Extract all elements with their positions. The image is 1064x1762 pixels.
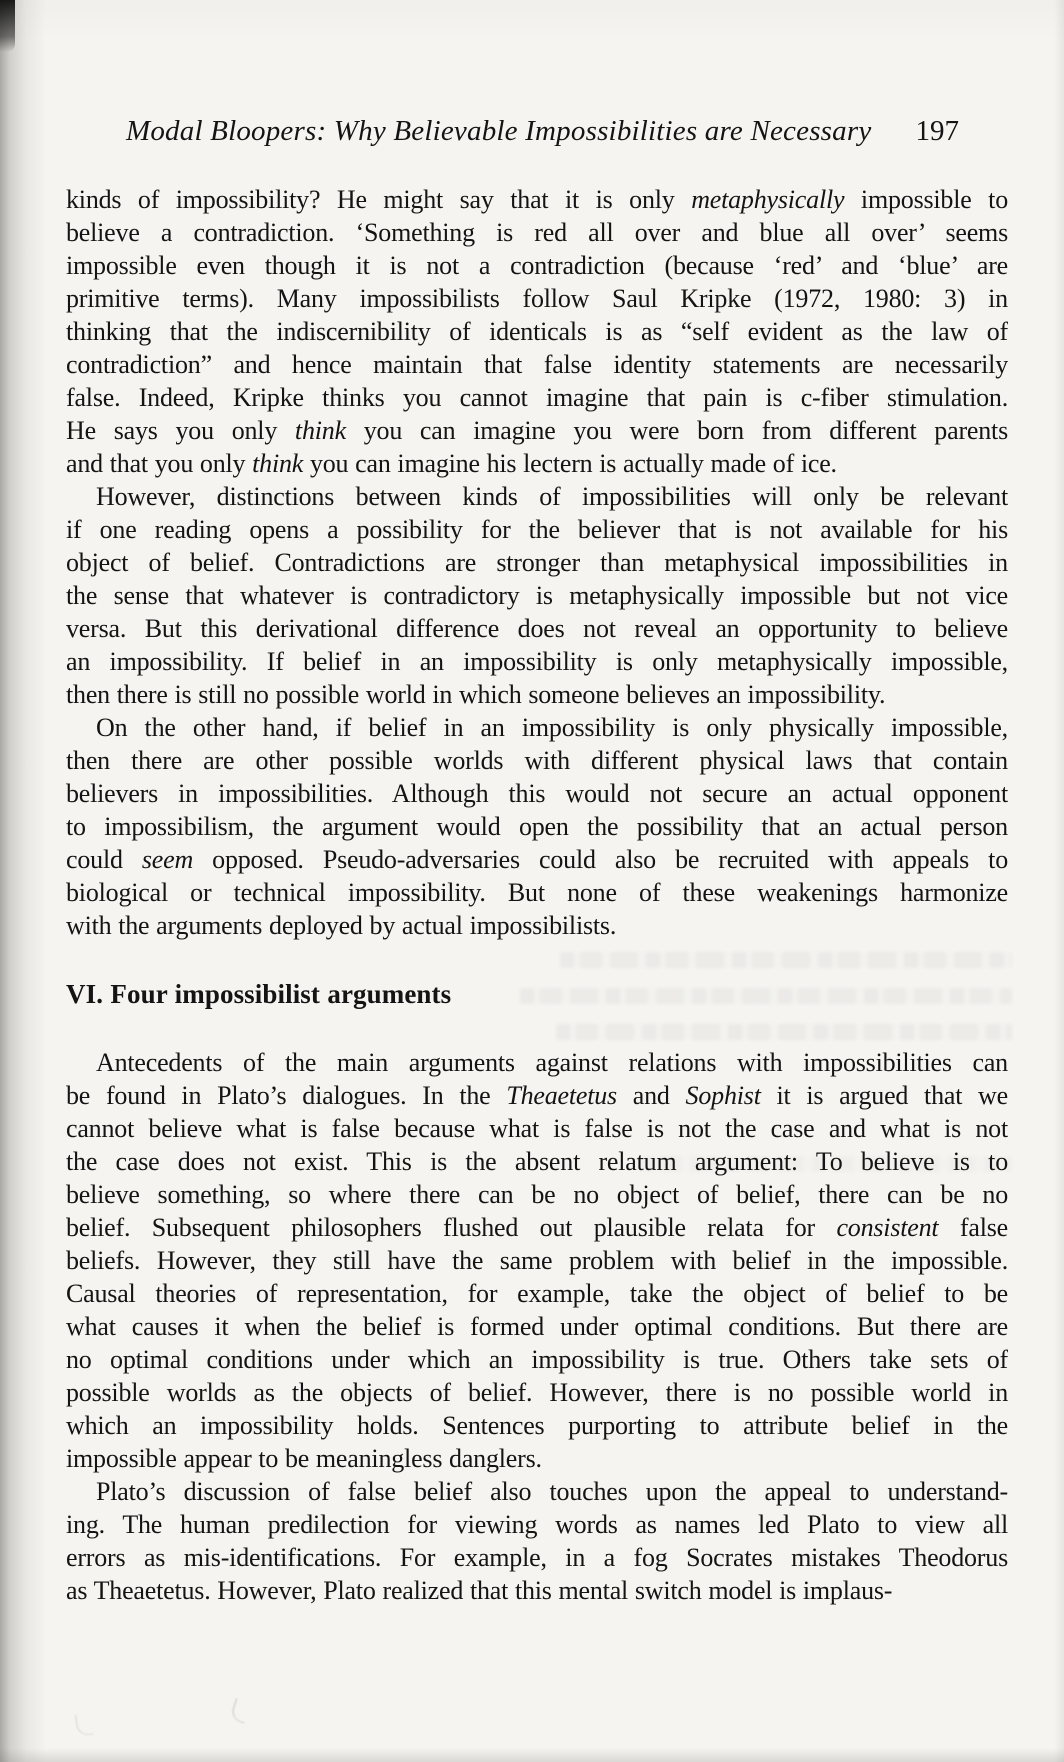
text-line: the sense that whatever is contradictory is metaphysically impossible but not vice bbox=[66, 581, 1008, 610]
paragraph bbox=[66, 711, 1008, 942]
text-line: However, distinctions between kinds of impossibilities will only be relevant bbox=[96, 482, 1008, 511]
paragraph bbox=[66, 480, 1008, 711]
text-line: He says you only think you can imagine you were born from different parents bbox=[66, 416, 1008, 445]
section-heading: VI. Four impossibilist arguments bbox=[66, 979, 452, 1009]
text-line: Antecedents of the main arguments against relations with impossibilities can bbox=[96, 1048, 1008, 1077]
text-line: thinking that the indiscernibility of identicals is as “self evident as the law of bbox=[66, 317, 1008, 346]
text-line: no optimal conditions under which an impossibility is true. Others take sets of bbox=[66, 1345, 1008, 1374]
text-line: cannot believe what is false because what is false is not the case and what is not bbox=[66, 1114, 1008, 1143]
page-number: 197 bbox=[915, 115, 959, 147]
text-line: errors as mis-identifications. For example, in a fog Socrates mistakes Theodorus bbox=[66, 1543, 1008, 1572]
paragraph bbox=[66, 183, 1008, 480]
text-line: what causes it when the belief is formed under optimal conditions. But there are bbox=[66, 1312, 1008, 1341]
text-line: believe something, so where there can be no object of belief, there can be no bbox=[66, 1180, 1008, 1209]
text-line: Plato’s discussion of false belief also touches upon the appeal to understand- bbox=[96, 1477, 1008, 1506]
text-line: the case does not exist. This is the absent relatum argument: To believe is to bbox=[66, 1147, 1008, 1176]
text-line: biological or technical impossibility. But none of these weakenings harmonize bbox=[66, 878, 1008, 907]
scan-edge-mark bbox=[0, 0, 15, 52]
text-line: possible worlds as the objects of belief. However, there is no possible world in bbox=[66, 1378, 1008, 1407]
page-gutter-shadow bbox=[0, 0, 46, 1762]
text-line: could seem opposed. Pseudo-adversaries could also be recruited with appeals to bbox=[66, 845, 1008, 874]
text-line: primitive terms). Many impossibilists follow Saul Kripke (1972, 1980: 3) in bbox=[66, 284, 1008, 313]
text-line: Causal theories of representation, for example, take the object of belief to be bbox=[66, 1279, 1008, 1308]
text-line: if one reading opens a possibility for the believer that is not available for his bbox=[66, 515, 1008, 544]
header-title: Modal Bloopers: Why Believable Impossibilities are Necessary bbox=[126, 115, 872, 147]
scan-mark bbox=[75, 1713, 94, 1737]
text-line: impossible appear to be meaningless danglers. bbox=[66, 1444, 542, 1473]
body-text bbox=[66, 183, 1008, 1607]
text-line: kinds of impossibility? He might say that it is only metaphysically impossible to bbox=[66, 185, 1008, 214]
paragraph bbox=[66, 1475, 1008, 1607]
text-line: which an impossibility holds. Sentences purporting to attribute belief in the bbox=[66, 1411, 1008, 1440]
text-line: belief. Subsequent philosophers flushed out plausible relata for consistent false bbox=[66, 1213, 1008, 1242]
text-line: On the other hand, if belief in an impossibility is only physically impossible, bbox=[96, 713, 1008, 742]
text-line: object of belief. Contradictions are stronger than metaphysical impossibilities in bbox=[66, 548, 1008, 577]
text-line: and that you only think you can imagine his lectern is actually made of ice. bbox=[66, 449, 837, 478]
scan-mark bbox=[229, 1698, 251, 1724]
paragraph bbox=[66, 1046, 1008, 1475]
text-line: versa. But this derivational difference does not reveal an opportunity to believe bbox=[66, 614, 1008, 643]
text-line: contradiction” and hence maintain that false identity statements are necessarily bbox=[66, 350, 1008, 379]
text-line: false. Indeed, Kripke thinks you cannot imagine that pain is c-fiber stimulation. bbox=[66, 383, 1008, 412]
text-line: ing. The human predilection for viewing words as names led Plato to view all bbox=[66, 1510, 1008, 1539]
text-line: beliefs. However, they still have the same problem with belief in the impossible. bbox=[66, 1246, 1008, 1275]
text-line: impossible even though it is not a contradiction (because ‘red’ and ‘blue’ are bbox=[66, 251, 1008, 280]
text-line: as Theaetetus. However, Plato realized that this mental switch model is implaus- bbox=[66, 1576, 893, 1605]
text-line: believers in impossibilities. Although this would not secure an actual opponent bbox=[66, 779, 1008, 808]
text-line: then there is still no possible world in which someone believes an impossibility. bbox=[66, 680, 886, 709]
text-line: an impossibility. If belief in an impossibility is only metaphysically impossible, bbox=[66, 647, 1008, 676]
text-line: with the arguments deployed by actual impossibilists. bbox=[66, 911, 617, 940]
text-line: believe a contradiction. ‘Something is red all over and blue all over’ seems bbox=[66, 218, 1008, 247]
text-line: then there are other possible worlds with different physical laws that contain bbox=[66, 746, 1008, 775]
running-header bbox=[66, 114, 1008, 148]
text-line: be found in Plato’s dialogues. In the Theaetetus and Sophist it is argued that we bbox=[66, 1081, 1008, 1110]
text-line: to impossibilism, the argument would open the possibility that an actual person bbox=[66, 812, 1008, 841]
